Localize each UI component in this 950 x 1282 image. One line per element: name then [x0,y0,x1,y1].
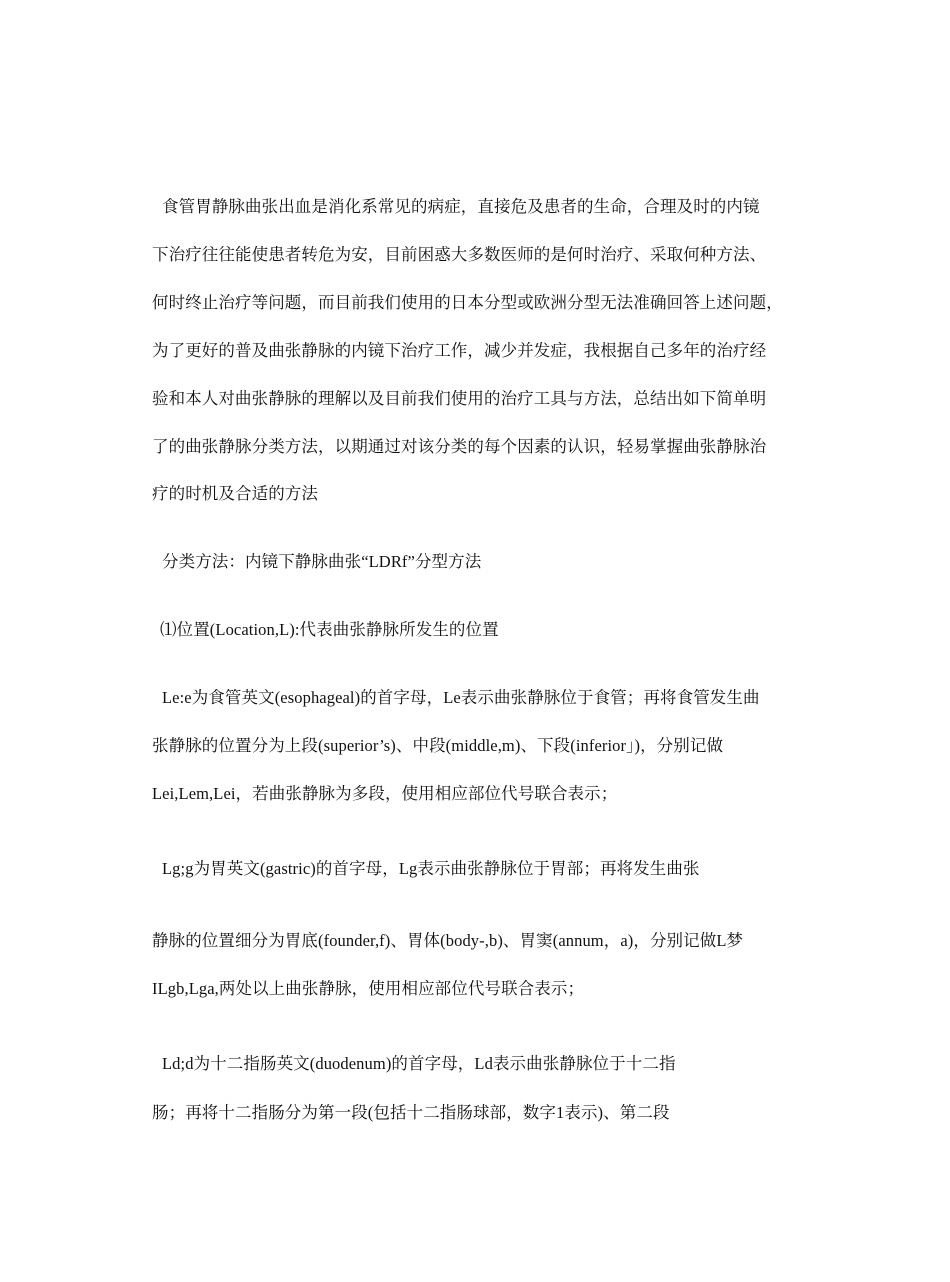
paragraph-line: Lei,Lem,Lei，若曲张静脉为多段，使用相应部位代号联合表示； [152,784,618,803]
paragraph-line: 张静脉的位置分为上段(superior’s)、中段(middle,m)、下段(inferior」)，分别记做 [152,736,724,755]
location-heading: ⑴位置(Location,L):代表曲张静脉所发生的位置 [160,620,499,639]
paragraph-line: Lg;g为胃英文(gastric)的首字母，Lg表示曲张静脉位于胃部；再将发生曲张 [162,859,700,878]
paragraph-line: 验和本人对曲张静脉的理解以及目前我们使用的治疗工具与方法，总结出如下简单明 [152,389,767,408]
paragraph-line: Ld;d为十二指肠英文(duodenum)的首字母，Ld表示曲张静脉位于十二指 [162,1054,676,1073]
paragraph-line: 食管胃静脉曲张出血是消化系常见的病症，直接危及患者的生命，合理及时的内镜 [162,197,760,216]
paragraph-line: 下治疗往往能使患者转危为安，目前困惑大多数医师的是何时治疗、采取何种方法、 [152,245,767,264]
paragraph-line: 何时终止治疗等问题，而目前我们使用的日本分型或欧洲分型无法准确回答上述问题， [152,293,783,312]
paragraph-line: 肠；再将十二指肠分为第一段(包括十二指肠球部，数字1表示)、第二段 [152,1103,670,1122]
paragraph-line: ILgb,Lga,两处以上曲张静脉，使用相应部位代号联合表示； [152,979,585,998]
classification-heading: 分类方法：内镜下静脉曲张“LDRf”分型方法 [162,552,482,571]
paragraph-line: 了的曲张静脉分类方法，以期通过对该分类的每个因素的认识，轻易掌握曲张静脉治 [152,437,767,456]
paragraph-line: 静脉的位置细分为胃底(founder,f)、胃体(body-,b)、胃窦(annum，a)，分别记做L梦 [152,931,744,950]
paragraph-line: Le:e为食管英文(esophageal)的首字母，Le表示曲张静脉位于食管；再将食管发生曲 [162,688,760,707]
paragraph-line: 为了更好的普及曲张静脉的内镜下治疗工作，减少并发症，我根据自己多年的治疗经 [152,341,767,360]
paragraph-line: 疗的时机及合适的方法 [152,484,318,503]
